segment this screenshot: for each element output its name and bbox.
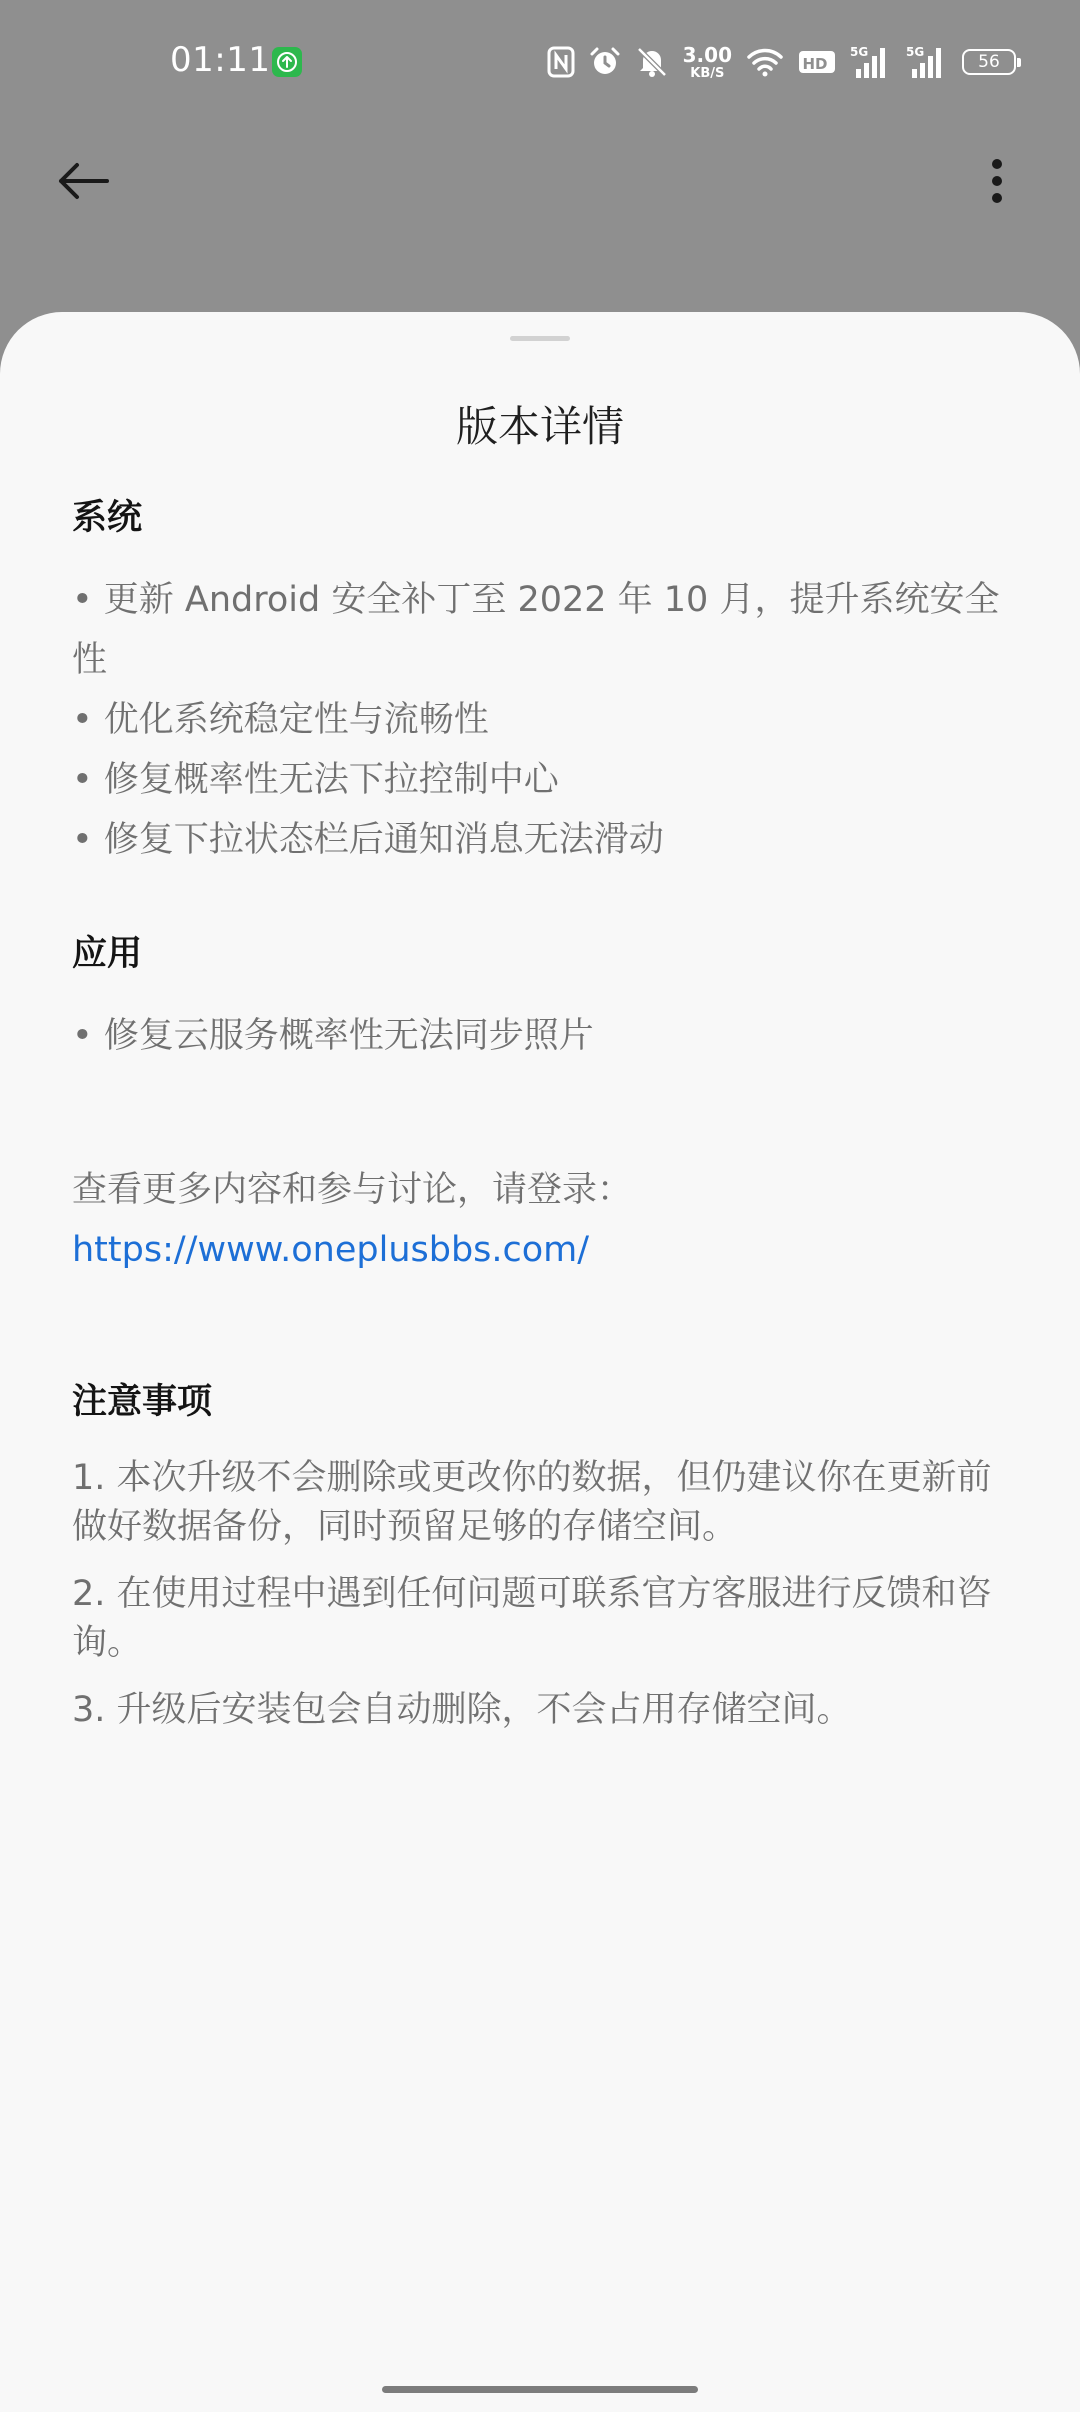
nfc-icon [547, 46, 575, 78]
upload-icon [272, 47, 302, 77]
note-item: 2. 在使用过程中遇到任何问题可联系官方客服进行反馈和咨询。 [72, 1574, 992, 1663]
home-indicator[interactable] [382, 2386, 698, 2393]
signal-label: 5G [850, 45, 869, 59]
arrow-left-icon [57, 161, 109, 205]
alarm-icon [589, 46, 621, 78]
forum-link[interactable]: https://www.oneplusbbs.com/ [72, 1230, 590, 1270]
note-item: 3. 升级后安装包会自动删除，不会占用存储空间。 [72, 1690, 852, 1730]
signal-icon [906, 45, 948, 79]
battery-level: 56 [978, 52, 1000, 72]
battery-icon [962, 49, 1016, 75]
hd-icon [798, 48, 836, 76]
network-speed-value: 3.00 [682, 42, 732, 67]
section-title-notes: 注意事项 [72, 1382, 213, 1422]
note-item: 1. 本次升级不会删除或更改你的数据，但仍建议你在更新前做好数据备份，同时预留足够的存储空间。 [72, 1458, 992, 1547]
more-vertical-icon [990, 158, 1004, 208]
list-item: • 更新 Android 安全补丁至 2022 年 10 月，提升系统安全性 [72, 580, 1000, 680]
sheet-title: 版本详情 [455, 402, 624, 451]
back-button[interactable] [48, 148, 118, 218]
version-details-sheet [0, 312, 1080, 2412]
list-item: • 修复云服务概率性无法同步照片 [72, 1016, 594, 1056]
drag-handle[interactable] [510, 336, 570, 341]
list-item: • 优化系统稳定性与流畅性 [72, 700, 489, 740]
status-icons [547, 42, 1016, 82]
status-time: 01:11 [170, 40, 271, 80]
more-info-text: 查看更多内容和参与讨论，请登录： [72, 1170, 633, 1210]
sheet-content[interactable] [72, 490, 1012, 1753]
more-options-button[interactable] [962, 148, 1032, 218]
section-title-apps: 应用 [72, 934, 143, 974]
list-item: • 修复概率性无法下拉控制中心 [72, 760, 559, 800]
section-title-system: 系统 [72, 498, 143, 538]
mute-icon [635, 45, 669, 79]
hd-label: HD [802, 55, 828, 73]
network-speed [682, 42, 732, 81]
status-bar [0, 0, 1080, 126]
list-item: • 修复下拉状态栏后通知消息无法滑动 [72, 820, 664, 860]
wifi-icon [746, 46, 784, 78]
signal-icon [850, 45, 892, 79]
network-speed-unit: KB/S [690, 65, 725, 81]
signal-label: 5G [906, 45, 925, 59]
